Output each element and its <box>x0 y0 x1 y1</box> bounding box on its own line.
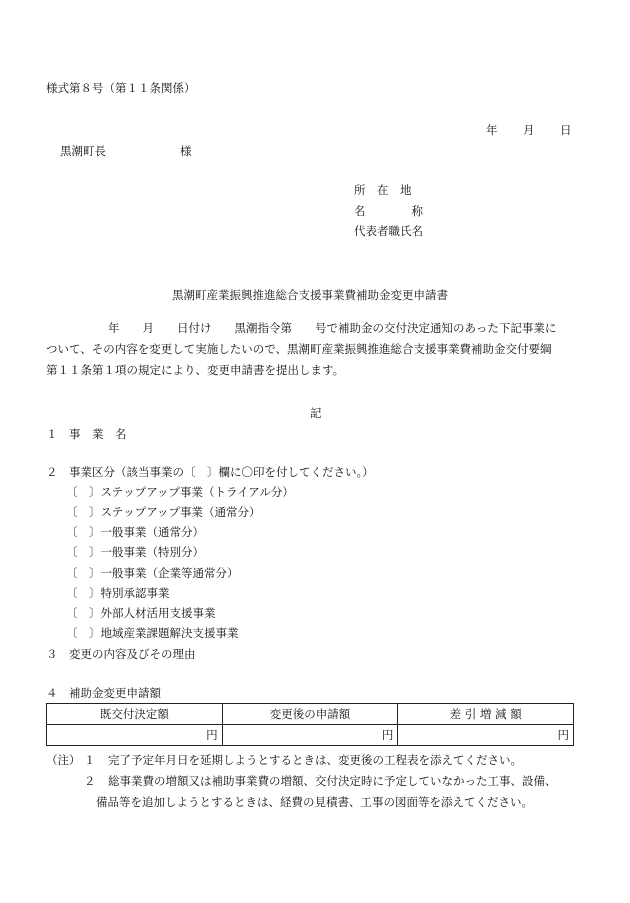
section-business-name: １ 事 業 名 <box>46 427 127 441</box>
applicant-rep-label: 代表者職氏名 <box>354 224 423 238</box>
date-day: 日 <box>560 123 572 137</box>
header-difference: 差 引 増 減 額 <box>398 704 574 725</box>
header-decided-amount: 既交付決定額 <box>47 704 223 725</box>
category-item[interactable]: 〔 〕ステップアップ事業（トライアル分） <box>66 485 294 499</box>
date-month: 月 <box>523 123 535 137</box>
header-changed-amount: 変更後の申請額 <box>222 704 398 725</box>
table-header-row <box>47 704 574 725</box>
addressee-honorific: 様 <box>180 144 192 158</box>
note-2-text-a: 総事業費の増額又は補助事業費の増額、交付決定時に予定していなかった工事、設備、 <box>108 774 557 788</box>
category-item[interactable]: 〔 〕特別承認事業 <box>66 586 170 600</box>
category-item[interactable]: 〔 〕一般事業（企業等通常分） <box>66 566 239 580</box>
category-item[interactable]: 〔 〕一般事業（特別分） <box>66 545 204 559</box>
note-2-number: ２ <box>84 774 96 788</box>
note-1-text: 完了予定年月日を延期しようとするときは、変更後の工程表を添えてください。 <box>108 753 522 767</box>
category-item[interactable]: 〔 〕ステップアップ事業（通常分） <box>66 505 261 519</box>
table-row <box>47 725 574 746</box>
body-line-2: ついて、その内容を変更して実施したいので、黒潮町産業振興推進総合支援事業費補助金交付要綱 <box>46 342 552 356</box>
body-line-1: 年 月 日付け 黒潮指令第 号で補助金の交付決定通知のあった下記事業に <box>108 321 557 335</box>
applicant-name-label: 名 称 <box>354 204 423 218</box>
category-item[interactable]: 〔 〕地域産業課題解決支援事業 <box>66 626 239 640</box>
applicant-address-label: 所 在 地 <box>354 183 412 197</box>
date-year: 年 <box>486 123 498 137</box>
addressee-name: 黒潮町長 <box>60 144 106 158</box>
amount-table <box>46 703 574 746</box>
category-item[interactable]: 〔 〕一般事業（通常分） <box>66 525 204 539</box>
note-2-text-b: 備品等を追加しようとするときは、経費の見積書、工事の図面等を添えてください。 <box>96 795 533 809</box>
body-line-3: 第１１条第１項の規定により、変更申請書を提出します。 <box>46 363 345 377</box>
section-business-category: ２ 事業区分（該当事業の〔 〕欄に〇印を付してください。） <box>46 465 374 479</box>
notes-label: （注） <box>46 753 81 767</box>
decided-amount-cell[interactable]: 円 <box>47 725 223 746</box>
form-label: 様式第８号（第１１条関係） <box>46 81 196 95</box>
document-title: 黒潮町産業振興推進総合支援事業費補助金変更申請書 <box>172 288 448 302</box>
section-change-details: ３ 変更の内容及びその理由 <box>46 647 196 661</box>
changed-amount-cell[interactable]: 円 <box>222 725 398 746</box>
ki-heading: 記 <box>310 406 322 420</box>
difference-cell[interactable]: 円 <box>398 725 574 746</box>
category-item[interactable]: 〔 〕外部人材活用支援事業 <box>66 606 216 620</box>
section-amount: ４ 補助金変更申請額 <box>46 686 161 700</box>
note-1-number: １ <box>84 753 96 767</box>
